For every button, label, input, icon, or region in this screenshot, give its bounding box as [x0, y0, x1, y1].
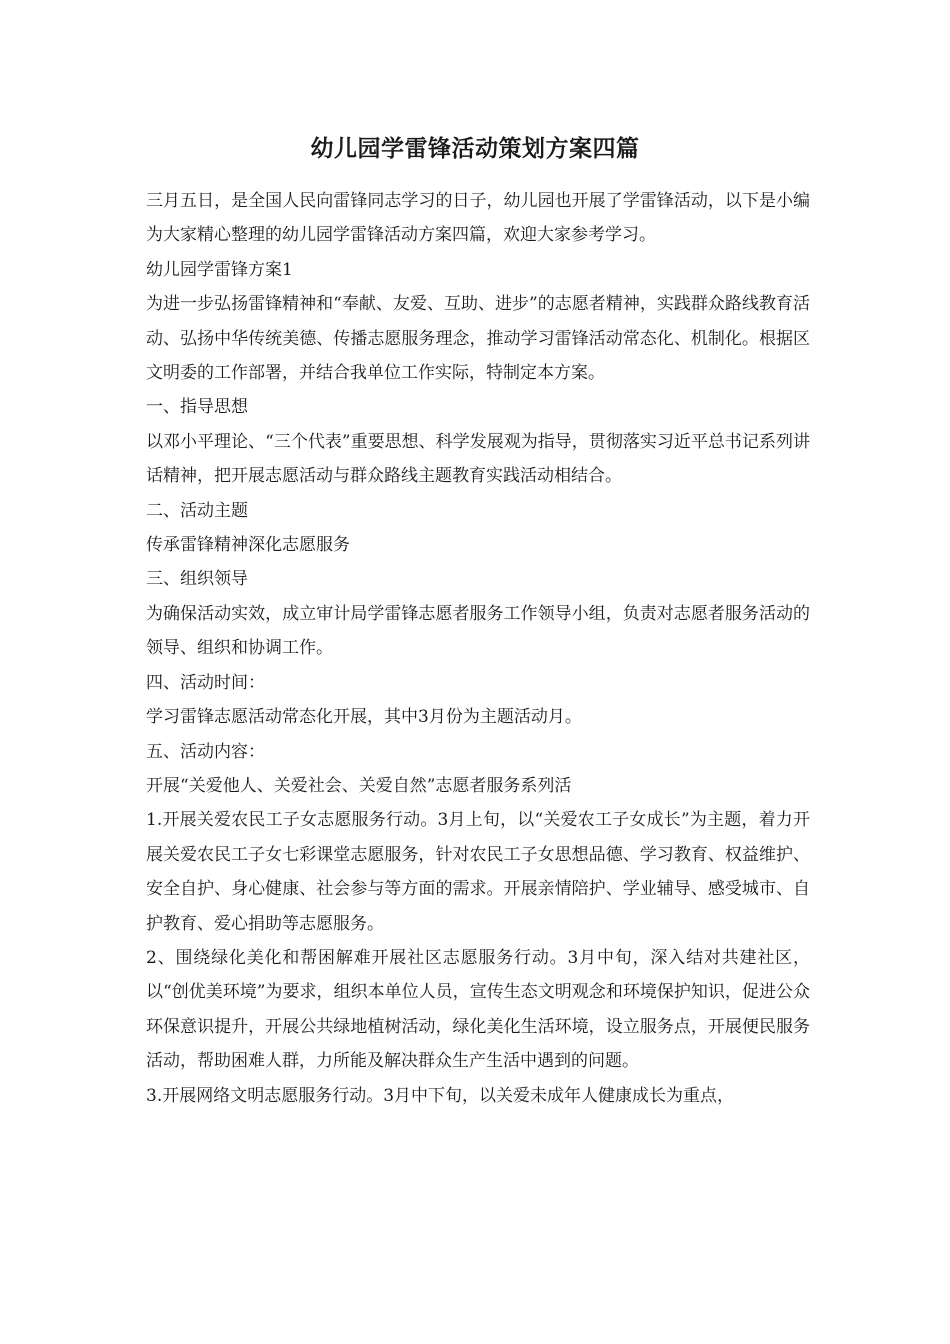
heading-activity-content: 五、活动内容：	[146, 741, 265, 762]
heading-activity-theme: 二、活动主题	[146, 500, 248, 521]
document-title: 幼儿园学雷锋活动策划方案四篇	[310, 135, 640, 162]
item-3-paragraph: 3.开展网络文明志愿服务行动。3月中下旬，以关爱未成年人健康成长为重点，	[146, 1085, 735, 1106]
item-2-paragraph: 2、围绕绿化美化和帮困解难开展社区志愿服务行动。3月中旬，深入结对共建社区，以“创优美环境”为要求，组织本单位人员，宣传生态文明观念和环境保护知识，促进公众环保意识提升，开展公共绿地植树活动，绿化美化生活环境，设立服务点，开展便民服务活动，帮助困难人群，力所能及解决群众生产生活中遇到的问题。	[146, 947, 810, 1072]
purpose-paragraph: 为进一步弘扬雷锋精神和“奉献、友爱、互助、进步”的志愿者精神，实践群众路线教育活动、弘扬中华传统美德、传播志愿服务理念，推动学习雷锋活动常态化、机制化。根据区文明委的工作部署，并结合我单位工作实际，特制定本方案。	[146, 294, 810, 384]
section-heading-plan-1: 幼儿园学雷锋方案1	[146, 259, 293, 280]
activity-theme-paragraph: 传承雷锋精神深化志愿服务	[146, 535, 350, 556]
heading-organization: 三、组织领导	[146, 569, 248, 590]
guiding-thought-paragraph: 以邓小平理论、“三个代表”重要思想、科学发展观为指导，贯彻落实习近平总书记系列讲话精神，把开展志愿活动与群众路线主题教育实践活动相结合。	[146, 431, 810, 487]
activity-time-paragraph: 学习雷锋志愿活动常态化开展，其中3月份为主题活动月。	[146, 707, 582, 728]
item-1-paragraph: 1.开展关爱农民工子女志愿服务行动。3月上旬，以“关爱农工子女成长”为主题，着力开展关爱农民工子女七彩课堂志愿服务，针对农民工子女思想品德、学习教育、权益维护、安全自护、身心健康、社会参与等方面的需求。开展亲情陪护、学业辅导、感受城市、自护教育、爱心捐助等志愿服务。	[146, 810, 810, 934]
heading-activity-time: 四、活动时间：	[146, 672, 265, 693]
activity-series-paragraph: 开展“关爱他人、关爱社会、关爱自然”志愿者服务系列活	[146, 775, 572, 796]
intro-paragraph: 三月五日，是全国人民向雷锋同志学习的日子，幼儿园也开展了学雷锋活动，以下是小编为大家精心整理的幼儿园学雷锋活动方案四篇，欢迎大家参考学习。	[146, 191, 810, 246]
document-body	[146, 184, 810, 1113]
heading-guiding-thought: 一、指导思想	[146, 397, 248, 418]
organization-paragraph: 为确保活动实效，成立审计局学雷锋志愿者服务工作领导小组，负责对志愿者服务活动的领导、组织和协调工作。	[146, 603, 810, 659]
